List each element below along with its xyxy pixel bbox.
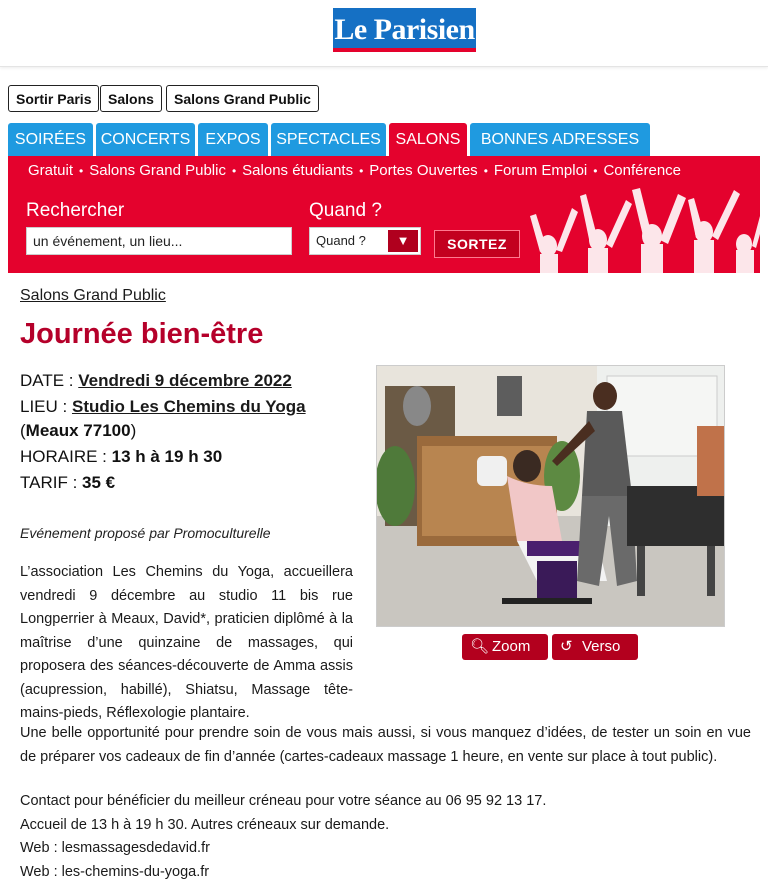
triangle-down-icon[interactable]: ▼ [388, 230, 418, 252]
web-link-1[interactable]: Web : lesmassagesdedavid.fr [20, 840, 210, 856]
separator: • [359, 164, 364, 179]
hours-label: HORAIRE : [20, 447, 107, 466]
separator: • [483, 164, 488, 179]
search-label: Rechercher [26, 200, 125, 221]
crowd-silhouette-graphic [528, 186, 760, 273]
date-label: DATE : [20, 371, 74, 390]
le-parisien-logo[interactable]: Le Parisien [333, 8, 476, 52]
subnav-forum-emploi[interactable]: Forum Emploi [493, 162, 588, 179]
event-hours [20, 447, 222, 467]
contact-line: Contact pour bénéficier du meilleur créneau pour votre séance au 06 95 92 13 17. [20, 793, 547, 809]
sortez-button[interactable]: SORTEZ [434, 230, 520, 258]
tab-expos[interactable]: EXPOS [198, 123, 268, 156]
hours-value: 13 h à 19 h 30 [111, 447, 223, 466]
separator: • [231, 164, 237, 179]
sub-navigation [8, 156, 760, 186]
search-panel [8, 186, 760, 273]
location-label: LIEU : [20, 397, 68, 416]
tab-concerts[interactable]: CONCERTS [96, 123, 195, 156]
event-price [20, 473, 115, 493]
subnav-salons-grand-public[interactable]: Salons Grand Public [89, 162, 226, 179]
crumb-salons[interactable]: Salons [100, 85, 162, 112]
price-value: 35 € [82, 473, 116, 492]
massage-scene-image [377, 366, 725, 627]
search-input[interactable]: un événement, un lieu... [26, 227, 292, 255]
zoom-label: Zoom [492, 638, 531, 655]
crumb-salons-grand-public[interactable]: Salons Grand Public [166, 85, 319, 112]
rotate-icon: ↺ [560, 638, 573, 655]
when-select-value: Quand ? [316, 233, 366, 248]
city-value: Meaux 77100 [25, 421, 131, 440]
description-paragraph-1: L’association Les Chemins du Yoga, accueillera vendredi 9 décembre au studio 11 bis rue Longperrier à Meaux, David*, praticien diplômé à la maîtrise d’une quinzaine de massages, qui proposera des séances-découverte de Amma assis (acupression, habillé), Shiatsu, Massage tête-mains-pieds, Réflexologie plantaire. [20, 564, 353, 721]
description-paragraph-2: Une belle opportunité pour prendre soin de vous mais aussi, si vous manquez d’idées, de tester un soin en vue de préparer vos cadeaux de fin d’année (cartes-cadeaux massage 1 heure, en vente sur place à tout public). [20, 725, 751, 765]
verso-label: Verso [582, 638, 621, 655]
tab-salons[interactable]: SALONS [389, 123, 467, 156]
web-link-2[interactable]: Web : les-chemins-du-yoga.fr [20, 864, 210, 880]
tab-spectacles[interactable]: SPECTACLES [271, 123, 386, 156]
accueil-line: Accueil de 13 h à 19 h 30. Autres créneaux sur demande. [20, 817, 390, 833]
event-photo[interactable] [376, 365, 725, 627]
proposed-by: Evénement proposé par Promoculturelle [20, 525, 271, 541]
price-label: TARIF : [20, 473, 78, 492]
subnav-conference[interactable]: Conférence [603, 162, 682, 179]
subnav-portes-ouvertes[interactable]: Portes Ouvertes [369, 162, 478, 179]
location-link[interactable]: Studio Les Chemins du Yoga [71, 397, 306, 416]
verso-button[interactable] [552, 634, 638, 660]
event-location [20, 397, 306, 417]
tab-soirees[interactable]: SOIRÉES [8, 123, 93, 156]
event-date [20, 371, 292, 391]
subnav-salons-etudiants[interactable]: Salons étudiants [242, 162, 354, 179]
site-header [0, 0, 768, 67]
subnav-gratuit[interactable]: Gratuit [28, 162, 74, 179]
zoom-button[interactable] [462, 634, 548, 660]
magnifier-icon: 🔍︎ [470, 638, 490, 655]
date-link[interactable]: Vendredi 9 décembre 2022 [78, 371, 292, 390]
separator: • [79, 164, 84, 179]
tab-bonnes-adresses[interactable]: BONNES ADRESSES [470, 123, 650, 156]
when-label: Quand ? [309, 200, 382, 221]
separator: • [593, 164, 598, 179]
event-title: Journée bien-être [20, 318, 264, 350]
event-city: (Meaux 77100) [20, 421, 137, 440]
category-link[interactable]: Salons Grand Public [20, 287, 166, 304]
when-select[interactable] [309, 227, 421, 255]
crumb-sortir-paris[interactable]: Sortir Paris [8, 85, 99, 112]
